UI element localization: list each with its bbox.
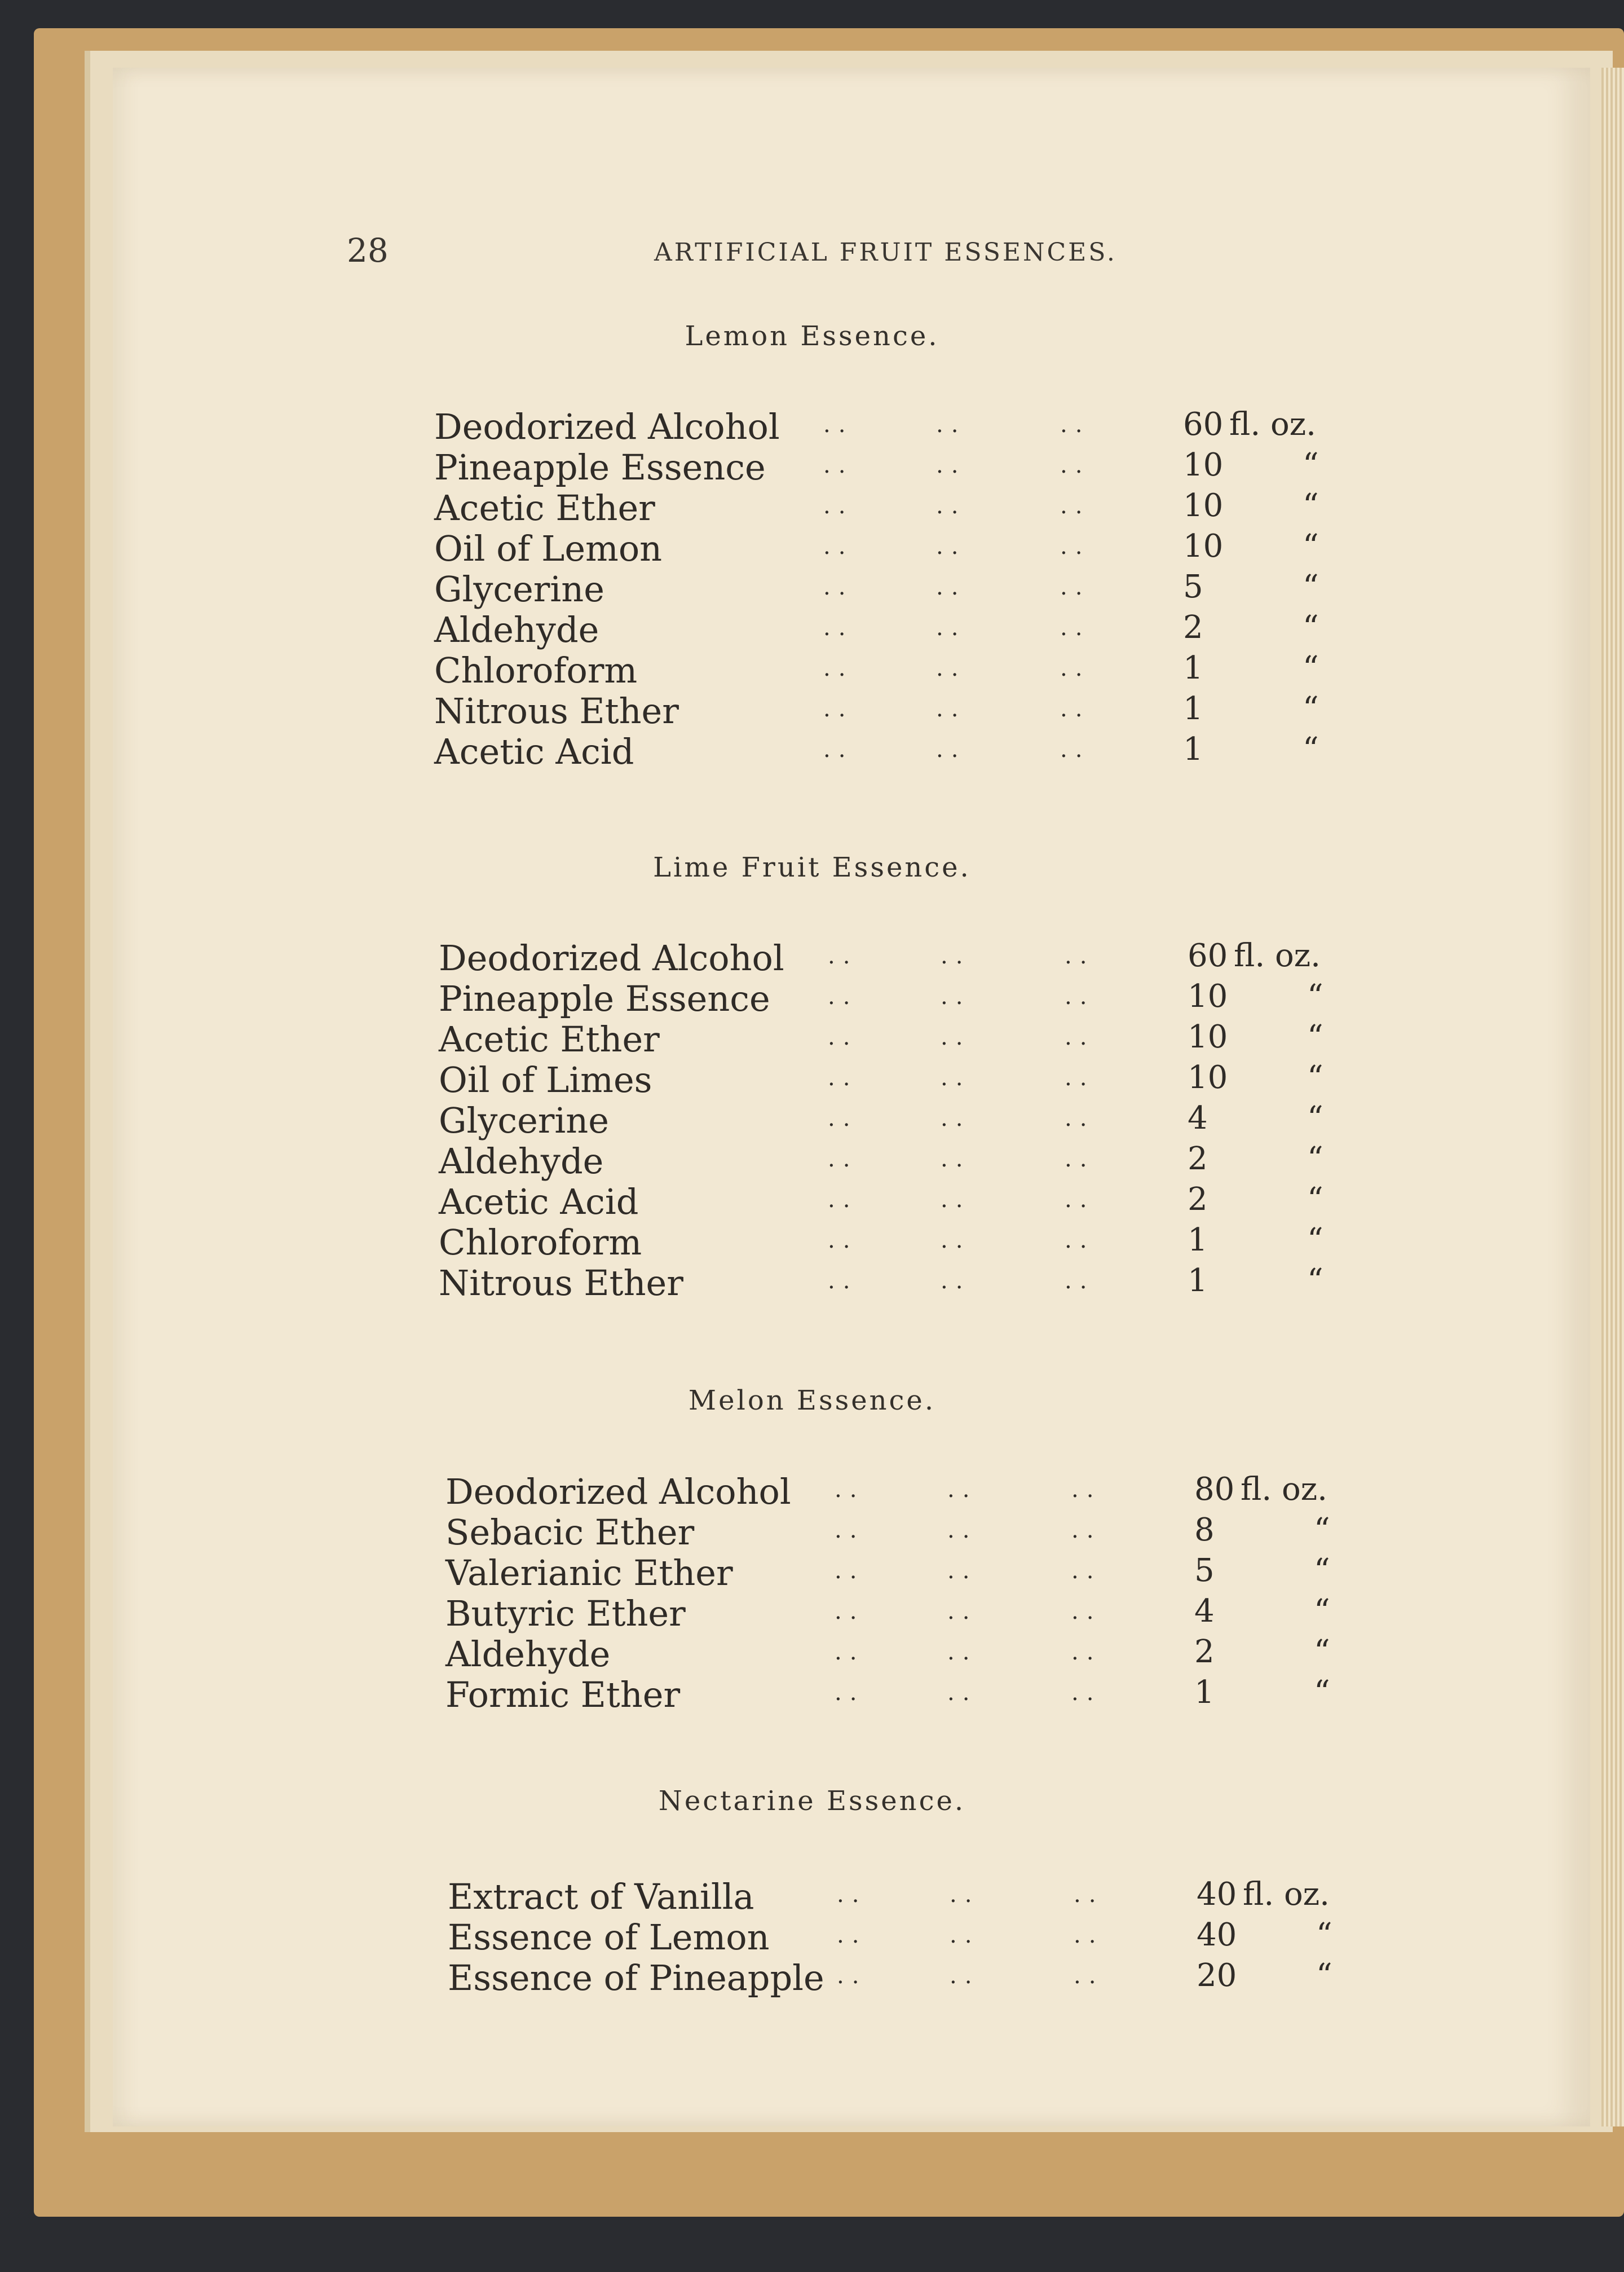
recipe-row: [434, 731, 1393, 770]
dot-leader: ..: [823, 412, 854, 438]
unit: “: [1303, 569, 1319, 605]
unit: “: [1307, 1141, 1323, 1177]
dot-leader: ..: [1060, 493, 1091, 519]
dot-leader: ..: [1065, 943, 1095, 969]
quantity: 4: [1188, 1100, 1208, 1137]
ingredient-name: Formic Ether: [445, 1674, 681, 1715]
dot-leader: ..: [1060, 696, 1091, 722]
dot-leader: ..: [835, 1599, 865, 1624]
dot-leader: ..: [941, 1227, 971, 1253]
dot-leader: ..: [835, 1558, 865, 1584]
dot-leader: ..: [828, 1146, 858, 1172]
dot-leader: ..: [837, 1963, 867, 1989]
recipe-row: [434, 447, 1393, 486]
ingredient-name: Aldehyde: [434, 609, 599, 650]
quantity: 2: [1188, 1181, 1208, 1218]
dot-leader: ..: [936, 412, 967, 438]
dot-leader: ..: [1060, 412, 1091, 438]
ingredient-name: Deodorized Alcohol: [439, 937, 784, 979]
dot-leader: ..: [1065, 1268, 1095, 1294]
unit: fl. oz.: [1241, 1471, 1327, 1508]
unit: “: [1307, 978, 1323, 1015]
unit: “: [1314, 1512, 1330, 1548]
dot-leader: ..: [828, 1065, 858, 1091]
dot-leader: ..: [1071, 1599, 1102, 1624]
unit: “: [1303, 447, 1319, 483]
quantity: 10: [1183, 487, 1224, 524]
dot-leader: ..: [1074, 1963, 1104, 1989]
unit: “: [1314, 1633, 1330, 1670]
dot-leader: ..: [941, 1106, 971, 1131]
recipe-row: [434, 406, 1393, 446]
recipe-row: [439, 1262, 1397, 1302]
ingredient-name: Chloroform: [434, 650, 638, 691]
dot-leader: ..: [936, 615, 967, 641]
dot-leader: ..: [1074, 1882, 1104, 1908]
unit: “: [1307, 1262, 1323, 1299]
recipe-row: [445, 1633, 1404, 1673]
dot-leader: ..: [823, 737, 854, 763]
dot-leader: ..: [936, 737, 967, 763]
dot-leader: ..: [828, 984, 858, 1010]
unit: fl. oz.: [1243, 1876, 1330, 1913]
dot-leader: ..: [941, 943, 971, 969]
unit: “: [1316, 1917, 1332, 1953]
dot-leader: ..: [828, 1268, 858, 1294]
quantity: 40: [1197, 1917, 1237, 1953]
dot-leader: ..: [947, 1680, 978, 1706]
recipe-row: [439, 937, 1397, 977]
dot-leader: ..: [936, 493, 967, 519]
dot-leader: ..: [1065, 1065, 1095, 1091]
quantity: 20: [1197, 1957, 1237, 1994]
dot-leader: ..: [828, 943, 858, 969]
recipe-row: [434, 487, 1393, 527]
dot-leader: ..: [1071, 1477, 1102, 1503]
dot-leader: ..: [828, 1024, 858, 1050]
unit: “: [1314, 1593, 1330, 1630]
quantity: 80: [1194, 1471, 1235, 1508]
dot-leader: ..: [950, 1922, 980, 1948]
quantity: 1: [1188, 1262, 1208, 1299]
ingredient-name: Sebacic Ether: [445, 1512, 695, 1553]
ingredient-name: Chloroform: [439, 1222, 642, 1263]
ingredient-name: Oil of Limes: [439, 1059, 652, 1100]
quantity: 1: [1183, 650, 1203, 686]
quantity: 5: [1183, 569, 1203, 605]
dot-leader: ..: [823, 615, 854, 641]
unit: “: [1307, 1222, 1323, 1258]
quantity: 60: [1183, 406, 1224, 443]
dot-leader: ..: [936, 534, 967, 560]
quantity: 5: [1194, 1552, 1215, 1589]
recipe-row: [439, 1100, 1397, 1139]
ingredient-name: Essence of Lemon: [448, 1917, 770, 1958]
dot-leader: ..: [941, 1146, 971, 1172]
dot-leader: ..: [837, 1882, 867, 1908]
dot-leader: ..: [947, 1599, 978, 1624]
recipe-row: [434, 528, 1393, 567]
section-title: Lime Fruit Essence.: [653, 852, 971, 883]
dot-leader: ..: [1065, 1227, 1095, 1253]
quantity: 10: [1183, 528, 1224, 565]
dot-leader: ..: [828, 1227, 858, 1253]
recipe-row: [439, 1222, 1397, 1261]
ingredient-name: Acetic Ether: [434, 487, 655, 529]
dot-leader: ..: [837, 1922, 867, 1948]
quantity: 4: [1194, 1593, 1215, 1630]
recipe-row: [445, 1674, 1404, 1714]
recipe-row: [445, 1552, 1404, 1592]
dot-leader: ..: [941, 1268, 971, 1294]
unit: “: [1303, 650, 1319, 686]
dot-leader: ..: [828, 1187, 858, 1213]
recipe-row: [434, 569, 1393, 608]
dot-leader: ..: [936, 696, 967, 722]
dot-leader: ..: [936, 574, 967, 600]
section-title: Melon Essence.: [688, 1385, 936, 1416]
dot-leader: ..: [936, 655, 967, 681]
ingredient-name: Extract of Vanilla: [448, 1876, 754, 1917]
dot-leader: ..: [941, 1065, 971, 1091]
dot-leader: ..: [941, 1024, 971, 1050]
dot-leader: ..: [823, 493, 854, 519]
dot-leader: ..: [835, 1477, 865, 1503]
dot-leader: ..: [947, 1517, 978, 1543]
dot-leader: ..: [947, 1477, 978, 1503]
recipe-row: [439, 1141, 1397, 1180]
quantity: 2: [1194, 1633, 1215, 1670]
dot-leader: ..: [1071, 1517, 1102, 1543]
dot-leader: ..: [941, 1187, 971, 1213]
dot-leader: ..: [1060, 615, 1091, 641]
unit: fl. oz.: [1234, 937, 1321, 974]
dot-leader: ..: [947, 1639, 978, 1665]
dot-leader: ..: [823, 696, 854, 722]
dot-leader: ..: [1065, 984, 1095, 1010]
quantity: 1: [1183, 690, 1203, 727]
quantity: 60: [1188, 937, 1228, 974]
running-head: ARTIFICIAL FRUIT ESSENCES.: [654, 238, 1117, 267]
section-title: Lemon Essence.: [685, 320, 939, 352]
quantity: 40: [1197, 1876, 1237, 1913]
dot-leader: ..: [823, 655, 854, 681]
unit: “: [1303, 731, 1319, 768]
quantity: 2: [1188, 1141, 1208, 1177]
dot-leader: ..: [947, 1558, 978, 1584]
dot-leader: ..: [1060, 655, 1091, 681]
ingredient-name: Butyric Ether: [445, 1593, 686, 1634]
dot-leader: ..: [950, 1882, 980, 1908]
ingredient-name: Essence of Pineapple: [448, 1957, 824, 1998]
dot-leader: ..: [1060, 534, 1091, 560]
dot-leader: ..: [936, 452, 967, 478]
unit: “: [1307, 1019, 1323, 1055]
dot-leader: ..: [1065, 1187, 1095, 1213]
dot-leader: ..: [823, 452, 854, 478]
ingredient-name: Aldehyde: [439, 1141, 604, 1182]
section-title: Nectarine Essence.: [658, 1785, 966, 1817]
quantity: 10: [1188, 1059, 1228, 1096]
unit: fl. oz.: [1229, 406, 1316, 443]
ingredient-name: Nitrous Ether: [439, 1262, 683, 1304]
unit: “: [1307, 1059, 1323, 1096]
quantity: 8: [1194, 1512, 1215, 1548]
unit: “: [1307, 1100, 1323, 1137]
dot-leader: ..: [1060, 737, 1091, 763]
dot-leader: ..: [823, 574, 854, 600]
quantity: 1: [1188, 1222, 1208, 1258]
quantity: 10: [1188, 978, 1228, 1015]
ingredient-name: Valerianic Ether: [445, 1552, 733, 1593]
dot-leader: ..: [941, 984, 971, 1010]
recipe-row: [445, 1471, 1404, 1511]
unit: “: [1314, 1674, 1330, 1711]
dot-leader: ..: [1071, 1558, 1102, 1584]
dot-leader: ..: [950, 1963, 980, 1989]
recipe-row: [445, 1593, 1404, 1632]
quantity: 10: [1183, 447, 1224, 483]
unit: “: [1303, 690, 1319, 727]
dot-leader: ..: [1074, 1922, 1104, 1948]
unit: “: [1303, 609, 1319, 646]
recipe-row: [448, 1876, 1406, 1916]
dot-leader: ..: [835, 1639, 865, 1665]
ingredient-name: Glycerine: [439, 1100, 609, 1141]
ingredient-name: Pineapple Essence: [434, 447, 766, 488]
ingredient-name: Deodorized Alcohol: [434, 406, 780, 447]
unit: “: [1303, 528, 1319, 565]
recipe-row: [439, 1059, 1397, 1099]
unit: “: [1316, 1957, 1332, 1994]
recipe-row: [448, 1957, 1406, 1997]
quantity: 10: [1188, 1019, 1228, 1055]
ingredient-name: Oil of Lemon: [434, 528, 663, 569]
unit: “: [1314, 1552, 1330, 1589]
ingredient-name: Acetic Acid: [434, 731, 634, 772]
unit: “: [1307, 1181, 1323, 1218]
ingredient-name: Glycerine: [434, 569, 604, 610]
quantity: 2: [1183, 609, 1203, 646]
ingredient-name: Acetic Ether: [439, 1019, 660, 1060]
ingredient-name: Nitrous Ether: [434, 690, 679, 732]
dot-leader: ..: [1065, 1106, 1095, 1131]
dot-leader: ..: [1071, 1639, 1102, 1665]
recipe-row: [439, 1181, 1397, 1221]
ingredient-name: Aldehyde: [445, 1633, 611, 1675]
dot-leader: ..: [1071, 1680, 1102, 1706]
recipe-row: [448, 1917, 1406, 1956]
dot-leader: ..: [835, 1680, 865, 1706]
quantity: 1: [1194, 1674, 1215, 1711]
ingredient-name: Pineapple Essence: [439, 978, 770, 1019]
unit: “: [1303, 487, 1319, 524]
dot-leader: ..: [828, 1106, 858, 1131]
page-stack-edge: [1601, 68, 1624, 2126]
page-number: 28: [347, 231, 389, 270]
recipe-row: [439, 1019, 1397, 1058]
dot-leader: ..: [1065, 1024, 1095, 1050]
recipe-row: [434, 690, 1393, 730]
dot-leader: ..: [823, 534, 854, 560]
recipe-row: [439, 978, 1397, 1018]
quantity: 1: [1183, 731, 1203, 768]
recipe-row: [434, 609, 1393, 649]
dot-leader: ..: [835, 1517, 865, 1543]
dot-leader: ..: [1060, 452, 1091, 478]
dot-leader: ..: [1060, 574, 1091, 600]
ingredient-name: Deodorized Alcohol: [445, 1471, 791, 1512]
dot-leader: ..: [1065, 1146, 1095, 1172]
ingredient-name: Acetic Acid: [439, 1181, 639, 1222]
recipe-row: [445, 1512, 1404, 1551]
recipe-row: [434, 650, 1393, 689]
